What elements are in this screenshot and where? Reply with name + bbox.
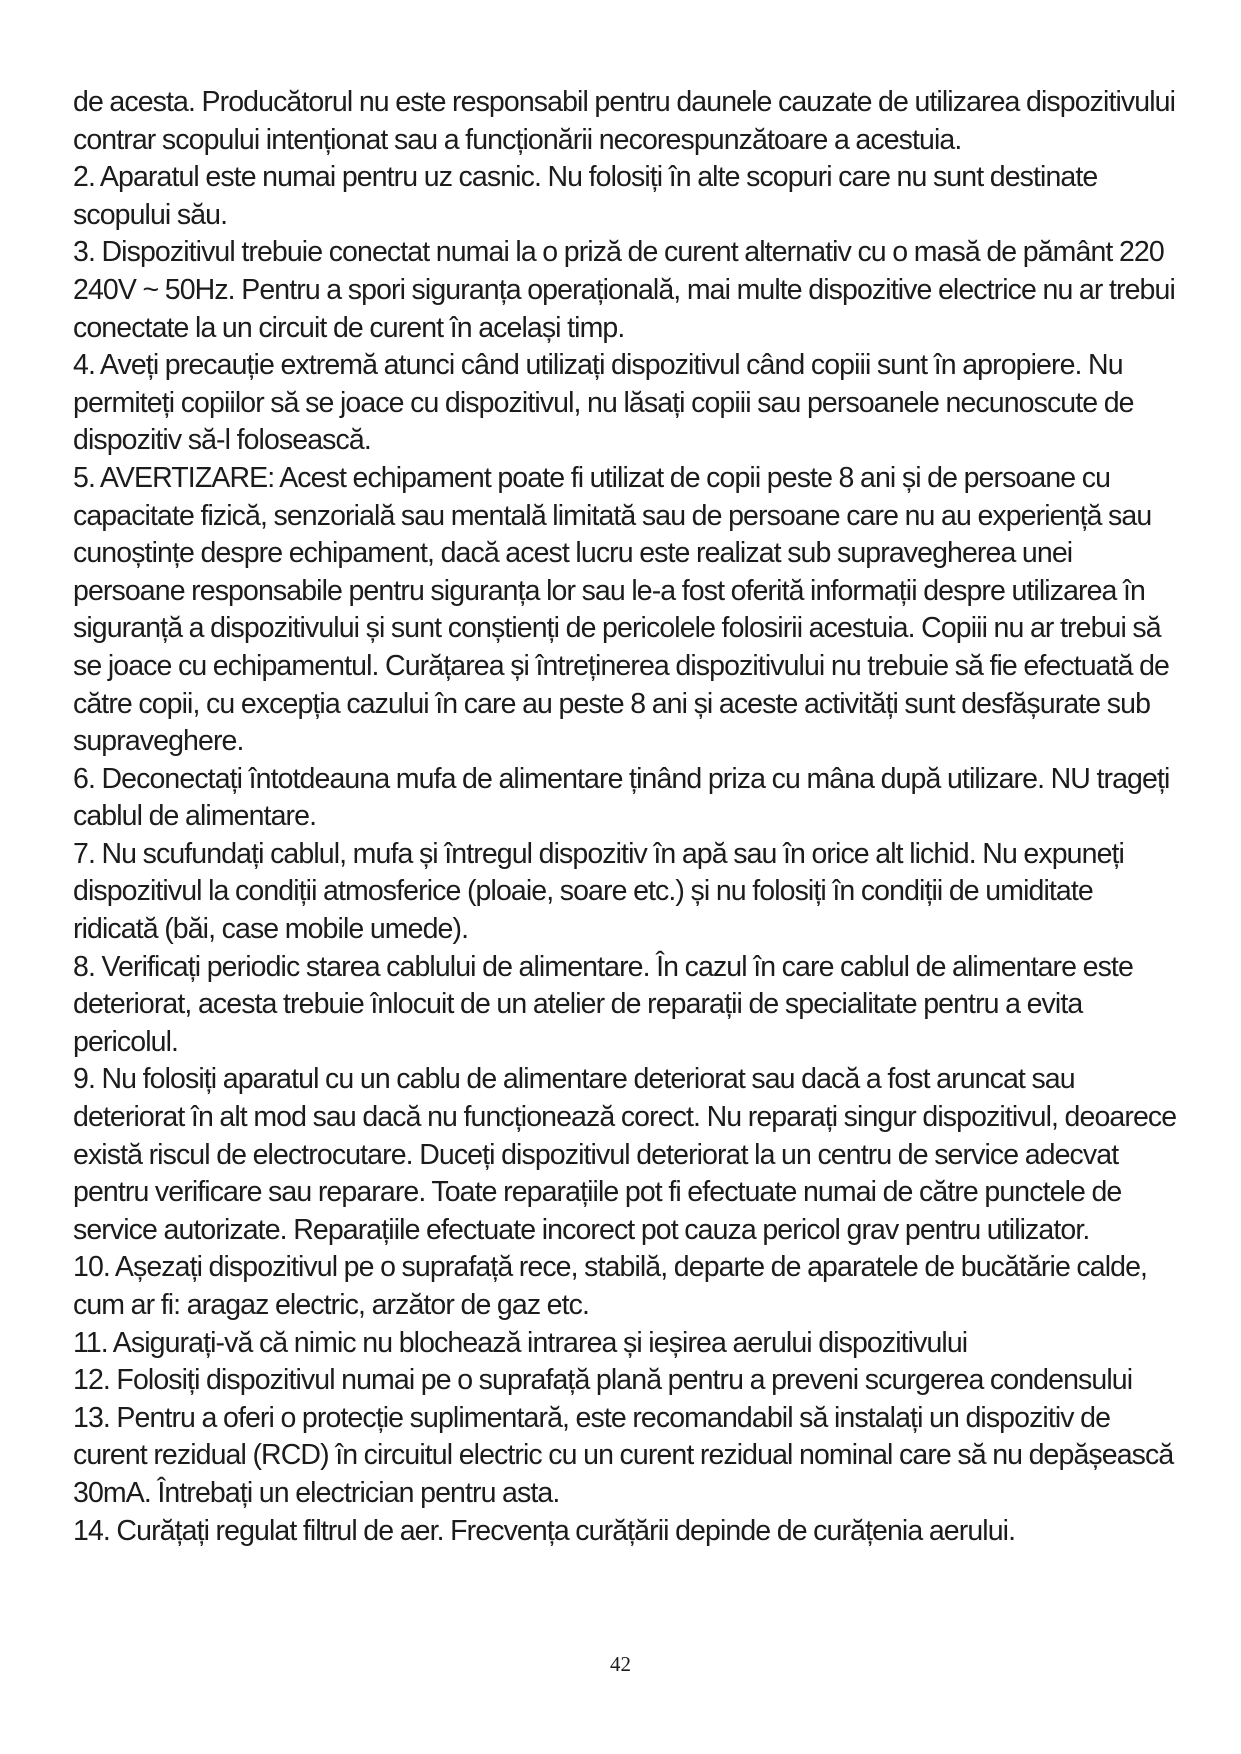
instruction-12: 12. Folosiți dispozitivul numai pe o suprafață plană pentru a preveni scurgerea condensului	[73, 1364, 1133, 1397]
instruction-2: 2. Aparatul este numai pentru uz casnic. Nu folosiți în alte scopuri care nu sunt destinate scopului său.	[73, 161, 1098, 231]
instruction-4: 4. Aveți precauție extremă atunci când utilizați dispozitivul când copiii sunt în apropiere. Nu permiteți copiilor să se joace cu dispozitivul, nu lăsați copiii sau persoanele necunoscute de dispozitiv să-l folosească.	[73, 349, 1134, 457]
instruction-3: 3. Dispozitivul trebuie conectat numai la o priză de curent alternativ cu o masă de pământ 220 240V ~ 50Hz. Pentru a spori siguranța operațională, mai multe dispozitive electrice nu ar trebui conectate la un circuit de curent în același timp.	[73, 236, 1175, 344]
safety-instructions-text	[73, 84, 1183, 1550]
instruction-6: 6. Deconectați întotdeauna mufa de alimentare ținând priza cu mâna după utilizare. NU trageți cablul de alimentare.	[73, 762, 1170, 833]
instruction-11: 11. Asigurați-vă că nimic nu blochează intrarea și ieșirea aerului dispozitivului	[73, 1326, 968, 1359]
instruction-7: 7. Nu scufundați cablul, mufa și întregul dispozitiv în apă sau în orice alt lichid. Nu expuneți dispozitivul la condiții atmosferice (ploaie, soare etc.) și nu folosiți în condiții de umiditate ridicată (băi, case mobile umede).	[73, 837, 1124, 946]
instruction-10: 10. Așezați dispozitivul pe o suprafață rece, stabilă, departe de aparatele de bucătărie calde, cum ar fi: aragaz electric, arzător de gaz etc.	[73, 1251, 1148, 1321]
instruction-8: 8. Verificați periodic starea cablului de alimentare. În cazul în care cablul de alimentare este deteriorat, acesta trebuie înlocuit de un atelier de reparații de specialitate pentru a evita pericolul.	[73, 950, 1133, 1058]
instruction-14: 14. Curățați regulat filtrul de aer. Frecvența curățării depinde de curățenia aerului.	[73, 1514, 1016, 1547]
page-number: 42	[610, 1652, 631, 1676]
paragraph-continuation: de acesta. Producătorul nu este responsabil pentru daunele cauzate de utilizarea dispozitivului contrar scopului intenționat sau a funcționării necorespunzătoare a acestuia.	[73, 86, 1176, 156]
instruction-13: 13. Pentru a oferi o protecție suplimentară, este recomandabil să instalați un dispozitiv de curent rezidual (RCD) în circuitul electric cu un curent rezidual nominal care să nu depășească 30mA. Întrebați un electrician pentru asta.	[73, 1401, 1174, 1509]
instruction-5: 5. AVERTIZARE: Acest echipament poate fi utilizat de copii peste 8 ani și de persoane cu capacitate fizică, senzorială sau mentală limitată sau de persoane care nu au experiență sau cunoștințe despre echipament, dacă acest lucru este realizat sub supravegherea unei persoane responsabile pentru siguranța lor sau le-a fost oferită informații despre utilizarea în siguranță a dispozitivului și sunt conștienți de pericolele folosirii acestuia. Copiii nu ar trebui să se joace cu echipamentul. Curățarea și întreținerea dispozitivului nu trebuie să fie efectuată de către copii, cu excepția cazului în care au peste 8 ani și aceste activități sunt desfășurate sub supraveghere.	[73, 461, 1169, 758]
instruction-9: 9. Nu folosiți aparatul cu un cablu de alimentare deteriorat sau dacă a fost aruncat sau deteriorat în alt mod sau dacă nu funcționează corect. Nu reparați singur dispozitivul, deoarece există riscul de electrocutare. Duceți dispozitivul deteriorat la un centru de service adecvat pentru verificare sau reparare. Toate reparațiile pot fi efectuate numai de către punctele de service autorizate. Reparațiile efectuate incorect pot cauza pericol grav pentru utilizator.	[73, 1063, 1177, 1246]
